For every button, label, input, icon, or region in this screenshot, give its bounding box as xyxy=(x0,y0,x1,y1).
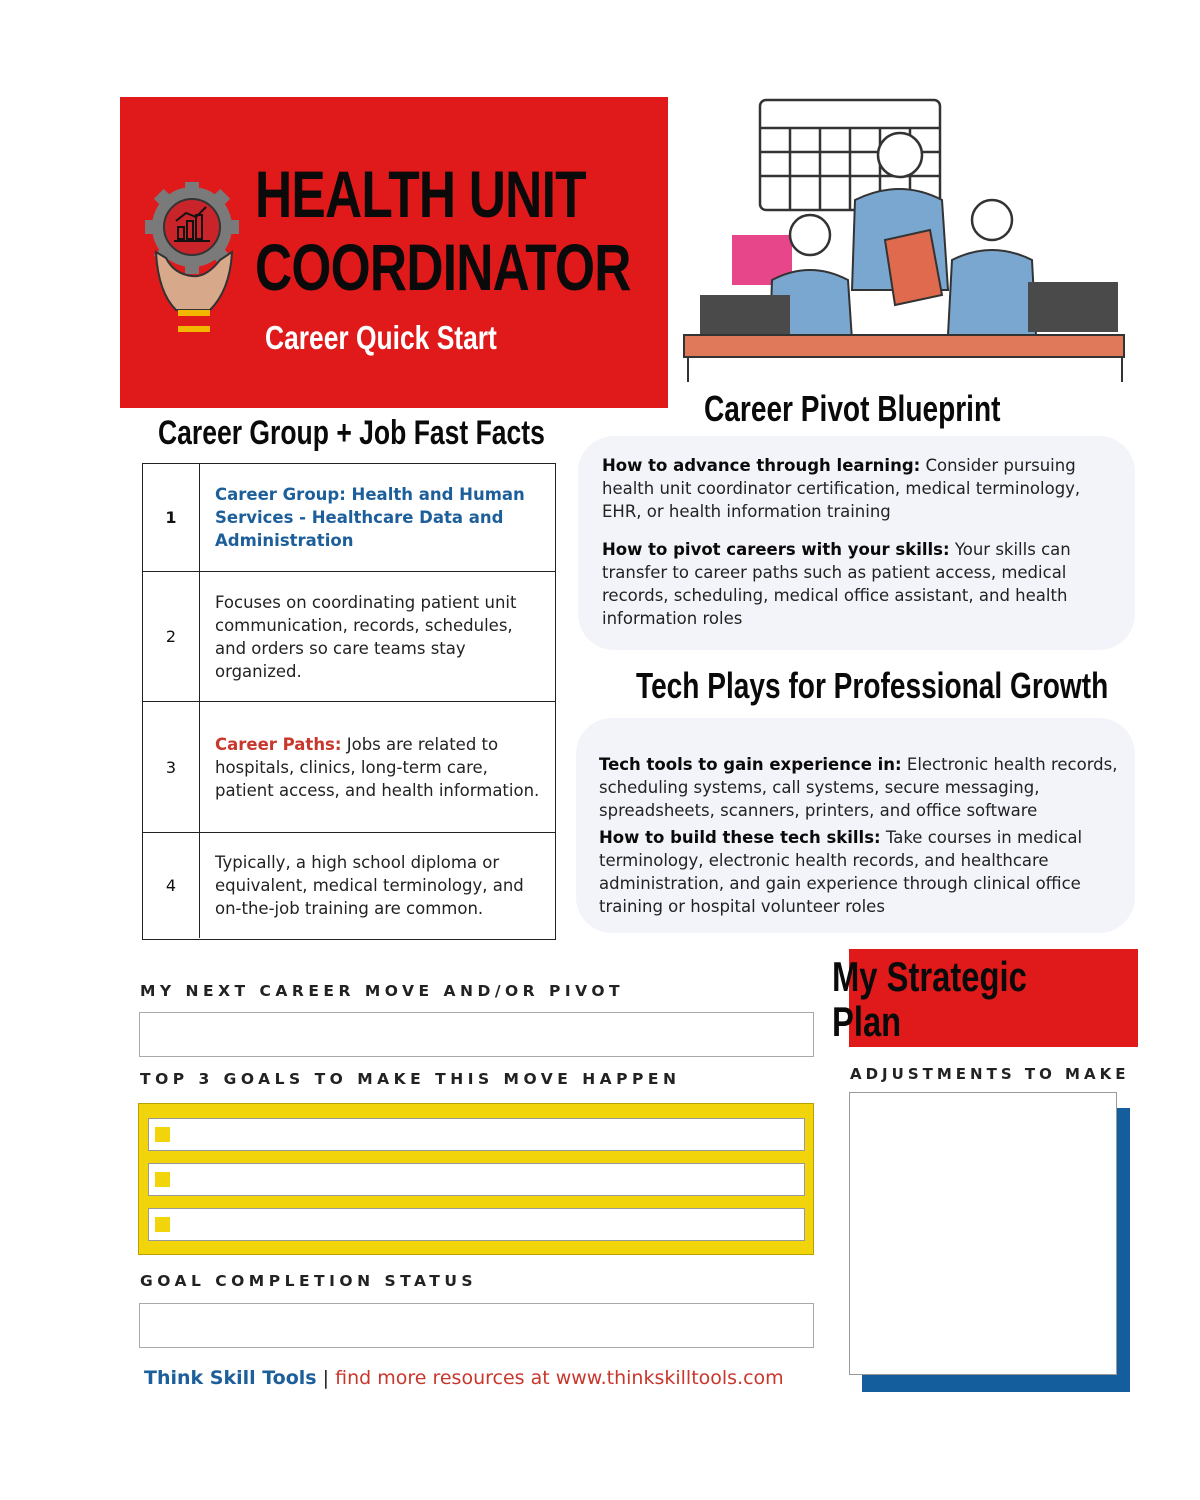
career-paths-label: Career Paths: xyxy=(215,734,342,754)
skills-paragraph xyxy=(602,538,1107,630)
tools-text: Electronic health records, scheduling systems, call systems, secure messaging, spreadsheets, scanners, printers, and office software xyxy=(599,755,1118,820)
table-row xyxy=(143,464,555,572)
goals-box xyxy=(138,1103,814,1255)
status-label: GOAL COMPLETION STATUS xyxy=(140,1272,478,1290)
learning-text: Consider pursuing health unit coordinator certification, medical terminology, EHR, or health information training xyxy=(602,456,1081,521)
footer-link[interactable]: find more resources at www.thinkskilltools.com xyxy=(335,1367,784,1389)
row-text xyxy=(215,572,543,701)
checkbox-icon[interactable] xyxy=(155,1172,170,1187)
tools-paragraph xyxy=(599,753,1119,822)
table-row xyxy=(143,702,555,833)
row-text xyxy=(215,833,543,938)
checkbox-icon[interactable] xyxy=(155,1217,170,1232)
skills-label: How to pivot careers with your skills: xyxy=(602,540,950,559)
goal-3-input[interactable] xyxy=(148,1208,805,1241)
row-number: 1 xyxy=(143,464,200,571)
adjustments-input[interactable] xyxy=(849,1092,1117,1375)
education-text: Typically, a high school diploma or equivalent, medical terminology, and on-the-job training are common. xyxy=(215,853,524,918)
adjustments-label: ADJUSTMENTS TO MAKE xyxy=(850,1065,1130,1083)
pivot-panel xyxy=(578,436,1135,650)
goal-2-input[interactable] xyxy=(148,1163,805,1196)
next-move-input[interactable] xyxy=(139,1012,814,1057)
plan-title: My Strategic Plan xyxy=(832,953,1027,1045)
footer xyxy=(144,1367,784,1389)
build-label: How to build these tech skills: xyxy=(599,828,881,847)
footer-brand: Think Skill Tools xyxy=(144,1367,317,1389)
facts-heading: Career Group + Job Fast Facts xyxy=(158,414,545,452)
footer-separator: | xyxy=(316,1367,336,1389)
page-subtitle: Career Quick Start xyxy=(265,319,497,356)
tech-heading: Tech Plays for Professional Growth xyxy=(636,665,1109,706)
career-paths-text: Jobs are related to hospitals, clinics, long-term care, patient access, and health information. xyxy=(215,734,540,800)
role-description: Focuses on coordinating patient unit communication, records, schedules, and orders so care teams stay organized. xyxy=(215,592,517,681)
learning-paragraph xyxy=(602,454,1122,523)
facts-table xyxy=(142,463,556,940)
checkbox-icon[interactable] xyxy=(155,1127,170,1142)
row-number: 4 xyxy=(143,833,200,938)
office-team-illustration xyxy=(680,90,1130,385)
status-input[interactable] xyxy=(139,1303,814,1348)
skills-text: Your skills can transfer to career paths such as patient access, medical records, scheduling, medical office assistant, and health information roles xyxy=(602,540,1071,628)
tech-panel xyxy=(576,718,1135,933)
row-number: 3 xyxy=(143,702,200,832)
page-title-line1: HEALTH UNIT xyxy=(255,157,586,231)
tools-label: Tech tools to gain experience in: xyxy=(599,755,902,774)
learning-label: How to advance through learning: xyxy=(602,456,921,475)
row-text xyxy=(215,702,543,832)
row-text xyxy=(215,464,543,571)
pivot-heading: Career Pivot Blueprint xyxy=(704,388,1001,429)
page-title-line2: COORDINATOR xyxy=(255,230,631,304)
table-row xyxy=(143,572,555,702)
next-move-label: MY NEXT CAREER MOVE AND/OR PIVOT xyxy=(140,982,625,1000)
header-banner xyxy=(120,97,668,408)
build-paragraph xyxy=(599,826,1119,918)
build-text: Take courses in medical terminology, electronic health records, and healthcare administration, and gain experience through clinical office training or hospital volunteer roles xyxy=(599,828,1083,916)
goals-label: TOP 3 GOALS TO MAKE THIS MOVE HAPPEN xyxy=(140,1070,681,1088)
lightbulb-gear-icon xyxy=(144,182,244,352)
career-group-label: Career Group: Health and Human Services - Healthcare Data and Administration xyxy=(215,485,525,550)
goal-1-input[interactable] xyxy=(148,1118,805,1151)
row-number: 2 xyxy=(143,572,200,701)
table-row xyxy=(143,833,555,938)
